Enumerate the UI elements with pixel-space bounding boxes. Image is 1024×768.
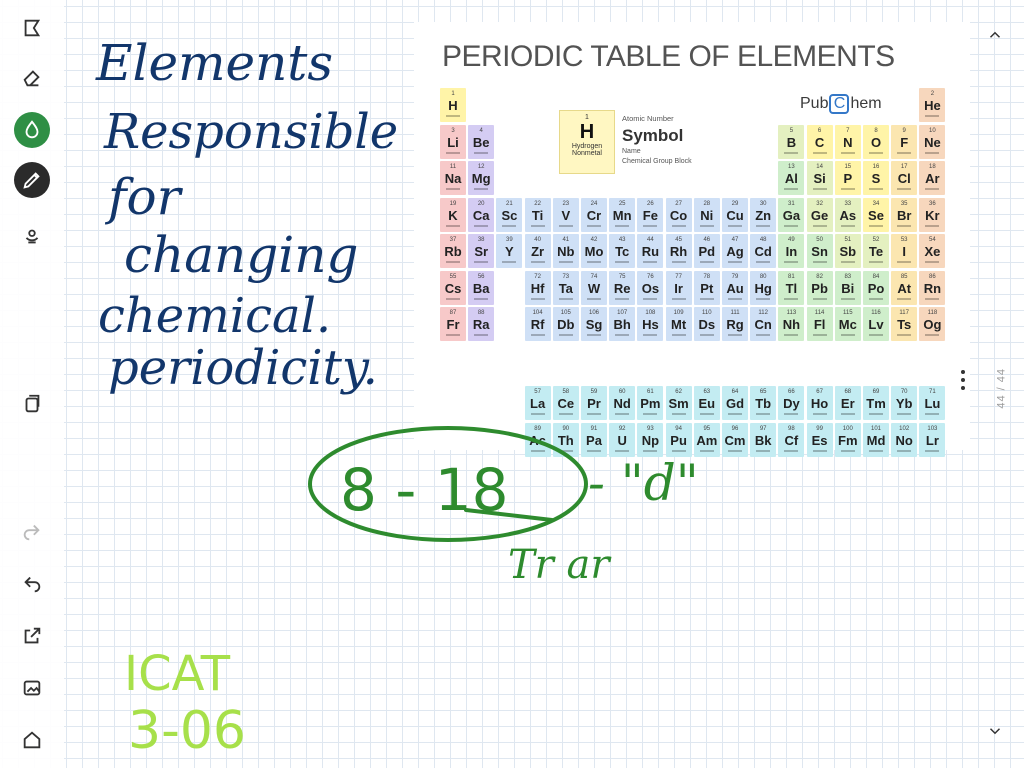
element-symbol: Cs (444, 280, 462, 296)
atomic-number: 36 (929, 200, 936, 207)
element-symbol: Ce (557, 396, 575, 411)
atomic-number: 21 (506, 200, 513, 207)
element-symbol: Am (696, 432, 718, 448)
lime-line-2: 3-06 (128, 701, 247, 761)
element-symbol: Sc (501, 207, 518, 223)
atomic-number: 38 (477, 237, 485, 243)
element-symbol: Pa (586, 432, 602, 448)
atomic-number: 85 (900, 273, 908, 280)
atomic-number: 68 (844, 389, 852, 395)
element-symbol: Mo (584, 244, 604, 259)
atomic-number: 33 (844, 200, 852, 207)
element-symbol: Y (505, 244, 514, 259)
atomic-number: 98 (788, 425, 795, 432)
element-symbol: Al (784, 171, 798, 186)
atomic-number: 99 (816, 425, 823, 432)
redo-icon (21, 521, 43, 543)
atomic-number: 92 (618, 425, 626, 432)
atomic-number: 23 (562, 200, 570, 207)
element-symbol: Mn (612, 207, 632, 223)
atomic-number: 100 (842, 425, 853, 432)
eraser-icon (21, 67, 43, 89)
atomic-number: 14 (816, 164, 823, 170)
legend-name: Hydrogen (571, 143, 603, 150)
element-symbol: Sr (474, 244, 489, 259)
element-symbol: Es (811, 432, 828, 448)
atomic-number: 90 (562, 425, 570, 432)
atomic-number: 4 (479, 127, 483, 134)
atomic-number: 72 (534, 273, 541, 280)
element-symbol: Eu (698, 396, 716, 411)
element-symbol: Sg (585, 317, 603, 332)
atomic-number: 93 (647, 425, 654, 432)
atomic-number: 46 (703, 237, 711, 243)
atomic-number: 86 (929, 273, 936, 280)
undo-icon (21, 573, 43, 595)
element-symbol: In (785, 244, 798, 259)
atomic-number: 20 (477, 200, 485, 207)
element-symbol: Zr (531, 244, 545, 259)
legend-label-number: Atomic Number (622, 114, 674, 123)
element-symbol: Fe (642, 207, 658, 223)
element-symbol: Pb (811, 280, 828, 296)
element-symbol: Rg (726, 317, 744, 332)
legend-number: 1 (585, 114, 589, 121)
element-symbol: Cm (724, 432, 746, 448)
element-symbol: U (617, 432, 627, 448)
atomic-number: 103 (927, 425, 938, 432)
element-symbol: C (814, 134, 825, 150)
element-symbol: I (902, 244, 906, 259)
element-symbol: Br (896, 207, 912, 223)
atomic-number: 40 (534, 237, 541, 243)
atomic-number: 110 (702, 310, 712, 316)
atomic-number: 65 (759, 389, 767, 395)
element-symbol: Bk (754, 432, 772, 448)
atomic-number: 84 (872, 273, 880, 280)
handwritten-line-2: Responsible (104, 104, 399, 160)
element-symbol: He (924, 98, 941, 113)
element-symbol: Ac (529, 432, 546, 448)
element-symbol: Os (641, 280, 660, 296)
lasso-icon (21, 17, 43, 39)
atomic-number: 82 (816, 273, 823, 280)
atomic-number: 44 (647, 237, 654, 243)
atomic-number: 39 (506, 237, 513, 243)
element-symbol: Gd (725, 396, 745, 411)
element-symbol: Ru (641, 244, 660, 259)
element-symbol: Zn (755, 207, 772, 223)
atomic-number: 42 (590, 237, 598, 243)
atomic-number: 105 (560, 310, 571, 316)
atomic-number: 52 (872, 237, 880, 243)
element-symbol: Fm (838, 432, 858, 448)
element-symbol: Rh (669, 244, 688, 259)
image-icon (21, 677, 43, 699)
element-symbol: Li (447, 134, 459, 150)
element-symbol: As (839, 207, 857, 223)
element-symbol: Po (867, 280, 885, 296)
element-symbol: B (786, 134, 797, 150)
logo-c: C (829, 94, 849, 114)
element-symbol: Ar (925, 171, 940, 186)
redo-button[interactable] (14, 514, 50, 550)
element-symbol: Be (472, 134, 490, 150)
atomic-number: 50 (816, 237, 823, 243)
atomic-number: 63 (703, 389, 711, 395)
atomic-number: 27 (675, 200, 682, 207)
element-symbol: Md (866, 432, 886, 448)
atomic-number: 7 (846, 127, 850, 134)
home-button[interactable] (14, 722, 50, 758)
atomic-number: 83 (844, 273, 852, 280)
element-symbol: S (871, 171, 881, 186)
element-symbol: V (561, 207, 571, 223)
legend-label-name: Name (622, 148, 641, 155)
legend-symbol: H (579, 121, 595, 143)
atomic-number: 64 (731, 389, 739, 395)
handwritten-line-3: for (108, 168, 181, 226)
atomic-number: 18 (929, 164, 936, 170)
element-symbol: Ho (810, 396, 829, 411)
element-symbol: Rf (530, 317, 545, 332)
element-symbol: Pr (587, 396, 601, 411)
atomic-number: 77 (675, 273, 682, 280)
element-symbol: Mc (838, 317, 857, 332)
element-symbol: Ne (924, 134, 941, 150)
image-button[interactable] (14, 670, 50, 706)
element-symbol: Yb (895, 396, 913, 411)
atomic-number: 67 (816, 389, 823, 395)
atomic-number: 76 (647, 273, 654, 280)
pen-tool[interactable] (14, 162, 50, 198)
element-symbol: Dy (783, 396, 800, 411)
atomic-number: 87 (449, 310, 457, 316)
atomic-number: 19 (449, 200, 457, 207)
atomic-number: 74 (590, 273, 598, 280)
handwritten-line-6: periodicity. (108, 340, 378, 396)
legend-label-symbol: Symbol (622, 126, 684, 145)
atomic-number: 2 (930, 91, 935, 97)
atomic-number: 26 (647, 200, 654, 207)
atomic-number: 58 (562, 389, 570, 395)
element-symbol: Sb (839, 244, 857, 259)
green-note: Tr ar (508, 542, 610, 588)
atomic-number: 30 (759, 200, 767, 207)
audio-tool[interactable] (14, 218, 50, 254)
element-symbol: Cd (754, 244, 772, 259)
element-symbol: Nb (557, 244, 575, 259)
periodic-table-title: PERIODIC TABLE OF ELEMENTS (442, 40, 895, 73)
element-symbol: Bi (841, 280, 855, 296)
atomic-number: 8 (874, 127, 878, 134)
atomic-number: 53 (900, 237, 908, 243)
share-button[interactable] (14, 618, 50, 654)
element-symbol: Rb (444, 244, 462, 259)
atomic-number: 32 (816, 200, 823, 207)
atomic-number: 66 (788, 389, 795, 395)
element-symbol: Pt (700, 280, 714, 296)
green-d-label: - "d" (588, 454, 699, 512)
atomic-number: 62 (675, 389, 682, 395)
atomic-number: 111 (730, 310, 740, 316)
atomic-number: 88 (477, 310, 485, 316)
home-icon (21, 729, 43, 751)
element-symbol: Lr (925, 432, 939, 448)
atomic-number: 37 (449, 237, 457, 243)
element-symbol: Db (557, 317, 575, 332)
atomic-number: 71 (929, 389, 936, 395)
atomic-number: 48 (759, 237, 767, 243)
atomic-number: 96 (731, 425, 739, 432)
element-symbol: Si (813, 171, 826, 186)
element-symbol: Pm (640, 396, 661, 411)
element-symbol: Tm (866, 396, 886, 411)
element-symbol: Xe (924, 244, 941, 259)
element-symbol: Ts (897, 317, 912, 332)
droplet-icon (21, 119, 43, 141)
atomic-number: 47 (731, 237, 739, 243)
element-symbol: N (843, 134, 853, 150)
logo-text-right: hem (850, 95, 882, 112)
element-symbol: Nd (613, 396, 631, 411)
element-symbol: Og (923, 317, 942, 332)
atomic-number: 81 (788, 273, 795, 280)
element-symbol: Ge (810, 207, 829, 223)
element-symbol: Mg (471, 171, 491, 186)
atomic-number: 54 (929, 237, 936, 243)
atomic-number: 69 (872, 389, 880, 395)
element-symbol: Tc (615, 244, 630, 259)
handwritten-line-1: Elements (96, 34, 334, 92)
atomic-number: 41 (562, 237, 570, 243)
element-symbol: Ti (531, 207, 544, 223)
element-symbol: Co (669, 207, 688, 223)
atomic-number: 101 (870, 425, 881, 432)
atomic-number: 43 (618, 237, 626, 243)
atomic-number: 60 (618, 389, 626, 395)
highlighter-tool[interactable] (14, 112, 50, 148)
atomic-number: 89 (534, 425, 541, 432)
element-symbol: Cl (897, 171, 911, 186)
element-symbol: Sn (811, 244, 828, 259)
atomic-number: 102 (899, 425, 910, 432)
page-indicator: 44 / 44 (996, 368, 1008, 409)
atomic-number: 107 (617, 310, 628, 316)
element-symbol: Th (557, 432, 574, 448)
atomic-number: 75 (618, 273, 626, 280)
atomic-number: 28 (703, 200, 711, 207)
element-symbol: Ta (558, 280, 573, 296)
element-symbol: Np (641, 432, 660, 448)
chevron-up-icon[interactable] (986, 26, 1004, 44)
chevron-down-icon[interactable] (986, 722, 1004, 740)
element-symbol: Hs (642, 317, 659, 332)
atomic-number: 113 (786, 310, 797, 316)
atomic-number: 59 (590, 389, 598, 395)
more-vertical-icon[interactable] (958, 368, 968, 392)
atomic-number: 25 (618, 200, 626, 207)
atomic-number: 117 (899, 310, 909, 316)
handwritten-line-5: chemical. (98, 288, 332, 344)
element-symbol: Fr (446, 317, 460, 332)
element-symbol: Nh (782, 317, 801, 332)
element-symbol: Rn (923, 280, 942, 296)
pages-tool[interactable] (14, 386, 50, 422)
atomic-number: 16 (872, 164, 880, 170)
legend-label-group: Chemical Group Block (622, 158, 692, 165)
atomic-number: 51 (844, 237, 852, 243)
atomic-number: 106 (588, 310, 599, 316)
element-symbol: Au (726, 280, 744, 296)
legend-group: Nonmetal (572, 150, 602, 157)
element-symbol: No (895, 432, 913, 448)
element-symbol: Se (868, 207, 884, 223)
element-symbol: Tb (755, 396, 772, 411)
element-symbol: Mt (671, 317, 687, 332)
atomic-number: 31 (788, 200, 795, 207)
atomic-number: 10 (929, 127, 936, 134)
atomic-number: 80 (759, 273, 767, 280)
right-rail (984, 0, 1024, 768)
element-symbol: Ir (674, 280, 683, 296)
element-symbol: Te (868, 244, 884, 259)
atomic-number: 22 (534, 200, 541, 207)
element-symbol: Ca (472, 207, 490, 223)
atomic-number: 6 (817, 127, 822, 134)
atomic-number: 13 (788, 164, 795, 170)
select-tool[interactable] (14, 10, 50, 46)
element-symbol: Ni (700, 207, 714, 223)
logo-text-left: Pub (800, 95, 829, 112)
pen-icon (21, 169, 43, 191)
element-symbol: Pu (670, 432, 687, 448)
undo-button[interactable] (14, 566, 50, 602)
element-symbol: Kr (925, 207, 940, 223)
element-symbol: Cu (726, 207, 744, 223)
green-expression: 8 - 18 (340, 456, 509, 524)
element-symbol: Pd (698, 244, 716, 259)
atomic-number: 108 (645, 310, 656, 316)
lime-line-1: ICAT (124, 646, 231, 702)
left-toolbar (0, 0, 64, 768)
eraser-tool[interactable] (14, 60, 50, 96)
microphone-icon (21, 225, 43, 247)
element-symbol: Sm (668, 396, 689, 411)
atomic-number: 57 (534, 389, 541, 395)
atomic-number: 5 (789, 127, 794, 134)
atomic-number: 73 (562, 273, 570, 280)
element-symbol: Ds (698, 317, 716, 332)
element-symbol: Hf (530, 280, 545, 296)
element-symbol: Lv (868, 317, 884, 332)
atomic-number: 94 (675, 425, 682, 432)
element-symbol: Bh (613, 317, 631, 332)
atomic-number: 34 (872, 200, 880, 207)
handwritten-line-4: changing (124, 226, 359, 284)
atomic-number: 17 (900, 164, 908, 170)
atomic-number: 70 (900, 389, 908, 395)
atomic-number: 11 (449, 164, 457, 170)
element-symbol: Cr (586, 207, 602, 223)
atomic-number: 114 (814, 310, 825, 316)
element-symbol: La (530, 396, 546, 411)
atomic-number: 9 (902, 127, 906, 134)
atomic-number: 15 (844, 164, 852, 170)
element-symbol: F (900, 134, 909, 150)
element-symbol: Cf (784, 432, 799, 448)
element-symbol: P (843, 171, 853, 186)
atomic-number: 95 (703, 425, 711, 432)
element-symbol: Fl (813, 317, 826, 332)
atomic-number: 55 (449, 273, 457, 280)
atomic-number: 112 (758, 310, 768, 316)
element-symbol: Hg (754, 280, 772, 296)
element-symbol: Na (444, 171, 462, 186)
atomic-number: 109 (673, 310, 684, 316)
element-symbol: O (870, 134, 882, 150)
atomic-number: 97 (759, 425, 767, 432)
atomic-number: 78 (703, 273, 711, 280)
element-symbol: Ra (472, 317, 490, 332)
element-symbol: K (448, 207, 458, 223)
element-symbol: At (897, 280, 912, 296)
element-symbol: Ag (726, 244, 744, 259)
atomic-number: 12 (477, 164, 485, 170)
element-symbol: Ba (472, 280, 490, 296)
atomic-number: 49 (788, 237, 795, 243)
atomic-number: 79 (731, 273, 739, 280)
element-symbol: Lu (924, 396, 941, 411)
atomic-number: 35 (900, 200, 908, 207)
pages-icon (21, 393, 43, 415)
atomic-number: 45 (675, 237, 682, 243)
element-symbol: Er (840, 396, 855, 411)
element-symbol: H (448, 98, 458, 113)
atomic-number: 116 (871, 310, 881, 316)
atomic-number: 61 (647, 389, 654, 395)
atomic-number: 91 (590, 425, 598, 432)
atomic-number: 56 (477, 273, 485, 280)
element-symbol: Ga (782, 207, 801, 223)
element-symbol: Re (613, 280, 631, 296)
atomic-number: 118 (927, 310, 938, 316)
atomic-number: 1 (451, 91, 455, 97)
atomic-number: 24 (590, 200, 598, 207)
element-symbol: W (587, 280, 601, 296)
element-symbol: Tl (785, 280, 798, 296)
atomic-number: 29 (731, 200, 739, 207)
atomic-number: 104 (532, 310, 543, 316)
share-icon (21, 625, 43, 647)
atomic-number: 115 (843, 310, 853, 316)
atomic-number: 3 (451, 127, 455, 134)
element-symbol: Cn (754, 317, 772, 332)
